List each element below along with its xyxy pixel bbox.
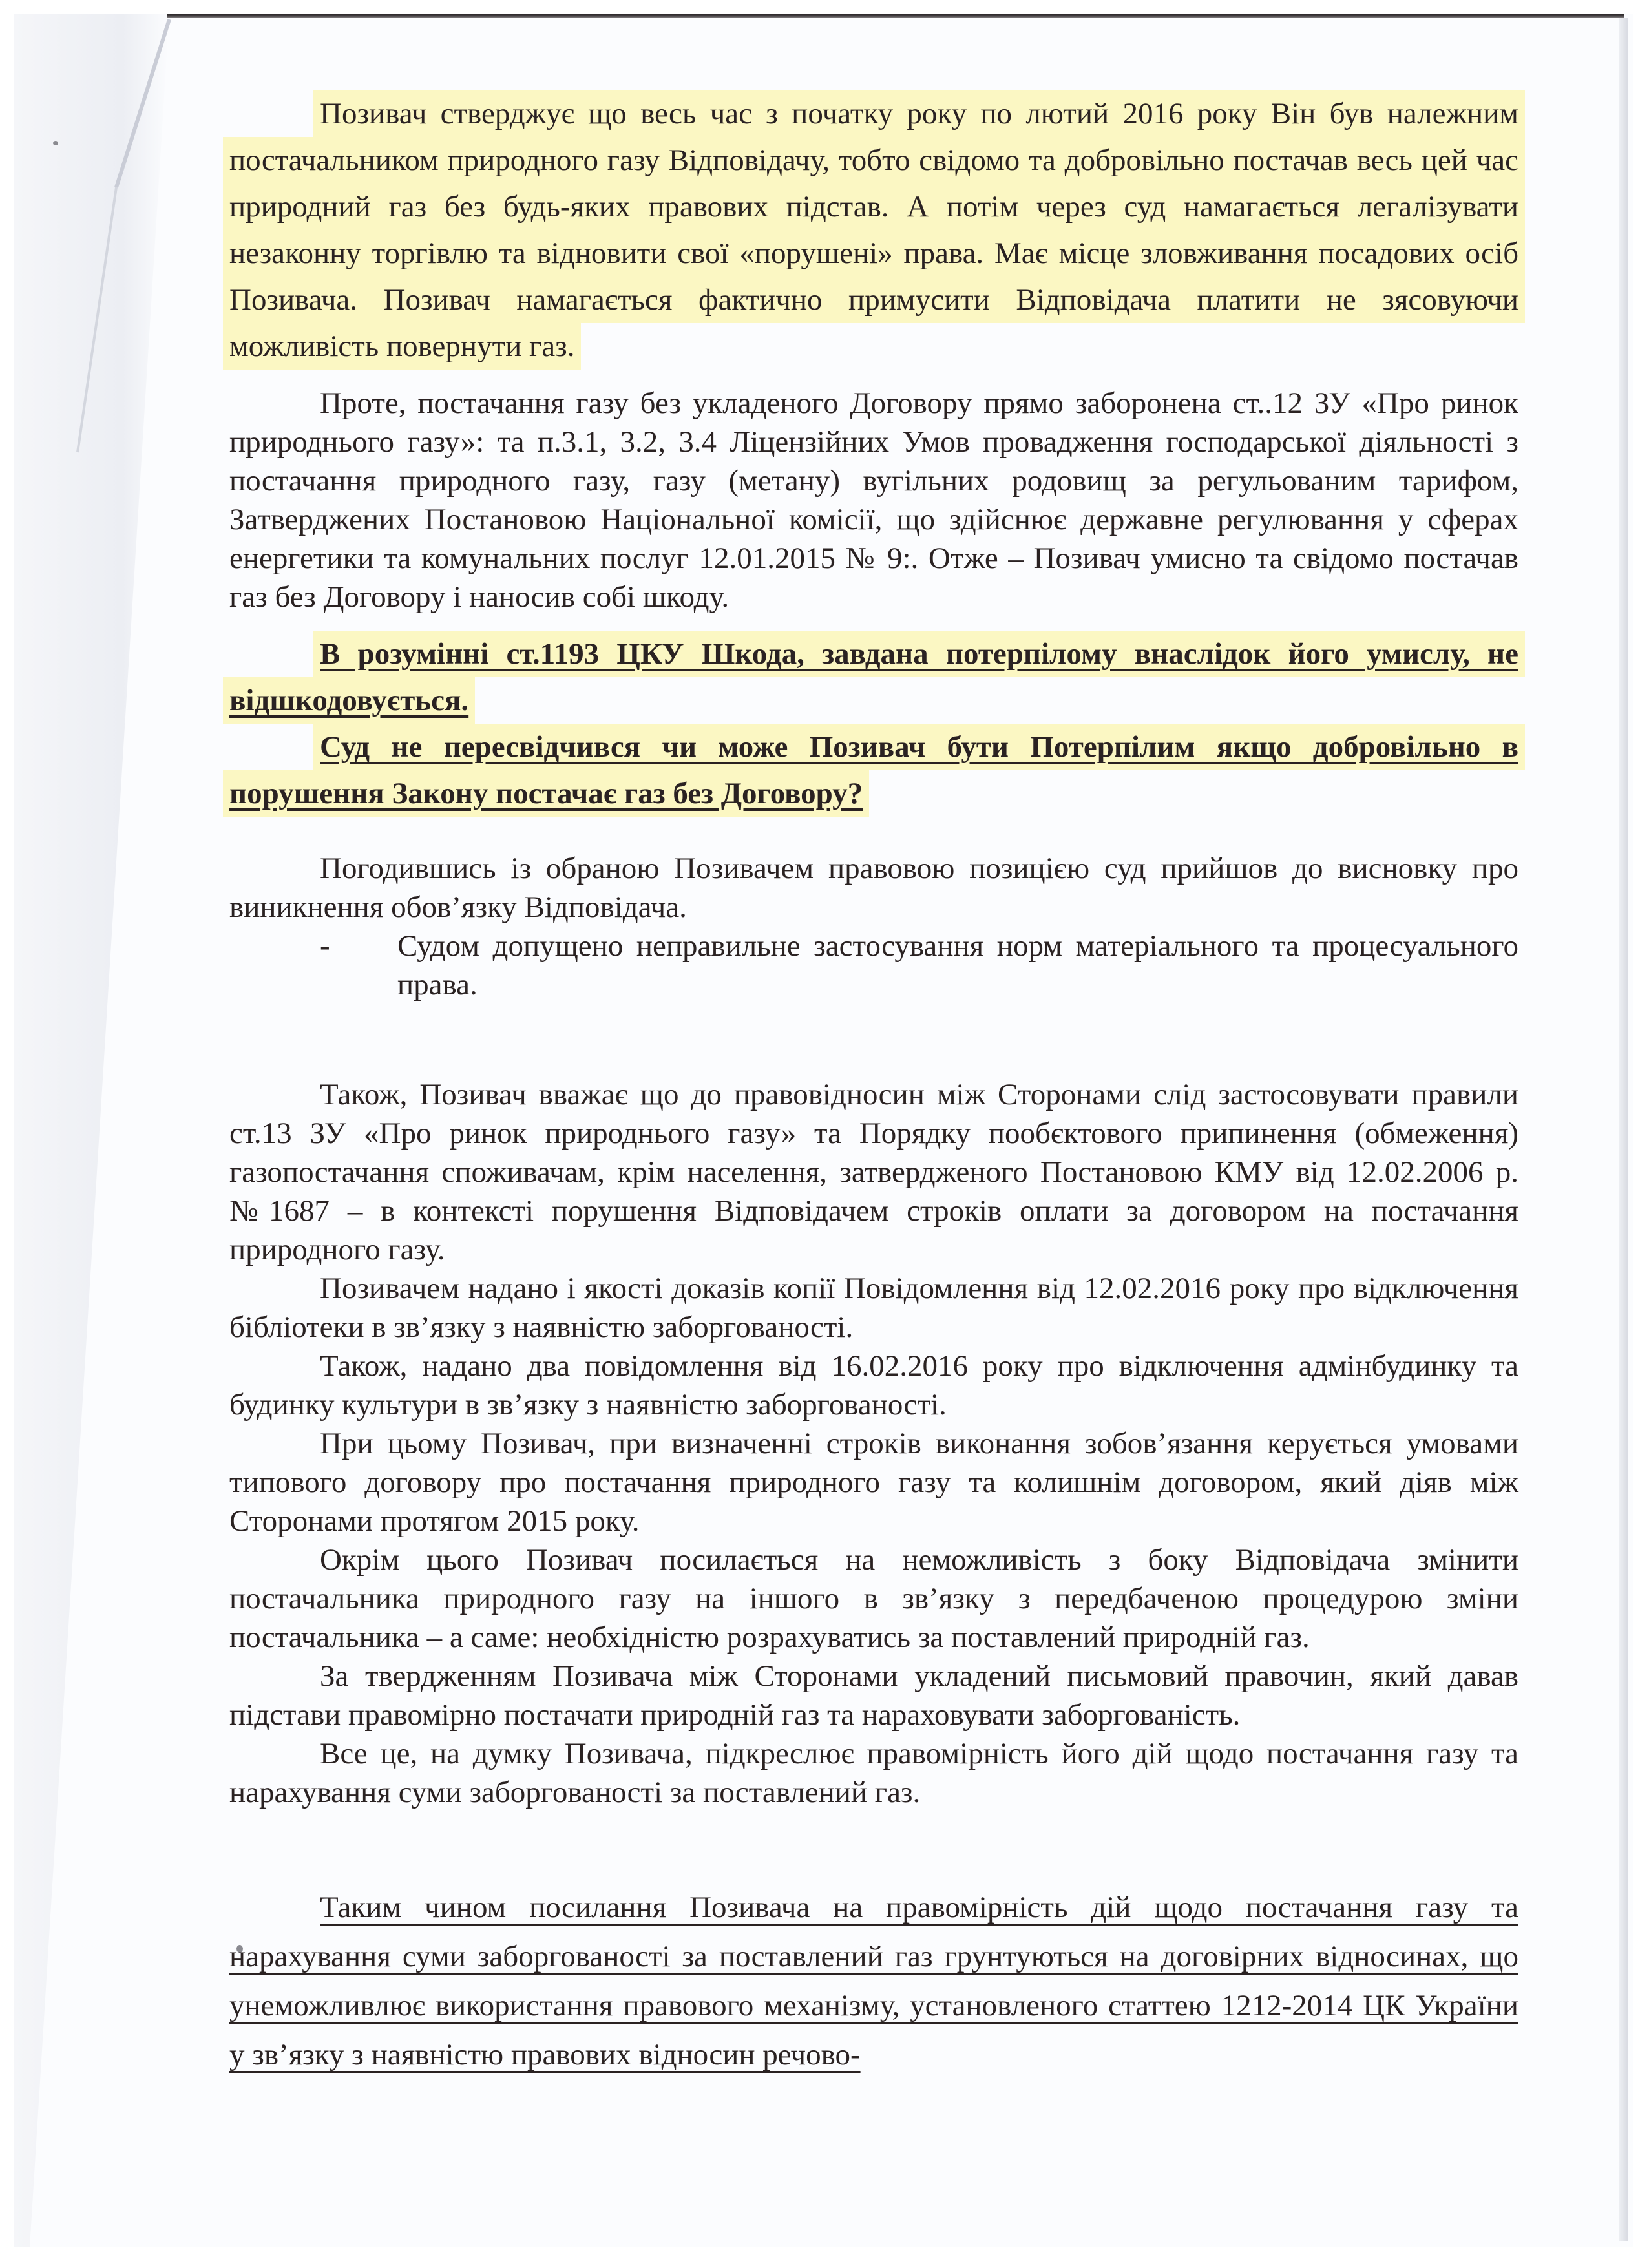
scan-speck (53, 141, 58, 145)
paragraph-article-13: Також, Позивач вважає що до правовідносин між Сторонами слід застосовувати правили ст.13 ЗУ «Про ринок природнього газу» та Порядку пообєктового припинення (обмеження) газопостачання споживачам, крім населення, затвердженого Постановою КМУ від 12.02.2006 р. №1687 – в контексті порушення Відповідачем строків оплати за договором на постачання природного газу. (229, 1078, 1518, 1266)
paragraph-claim (229, 90, 1518, 370)
bold-underlined-text: Суд не пересвідчився чи може Позивач бути Потерпілим якщо добровільно в порушення Закону постачає газ без Договору? (229, 730, 1518, 810)
document-body (229, 90, 1518, 2079)
paragraph-two-notices: Також, надано два повідомлення від 16.02.2016 року про відключення адмінбудинку та будинку культури в зв’язку з наявністю заборгованості. (229, 1349, 1518, 1422)
bullet-dash: - (320, 929, 330, 963)
bold-underlined-text: В розумінні ст.1193 ЦКУ Шкода, завдана потерпілому внаслідок його умислу, не відшкодовується. (229, 637, 1518, 717)
paragraph-written-deal: За твердженням Позивача між Сторонами укладений письмовий правочин, який давав підстави правомірно постачати природній газ та нараховувати заборгованість. (229, 1659, 1518, 1732)
paragraph-court-question (229, 724, 1518, 817)
bullet-item (320, 927, 1518, 1004)
paragraph-conclusion (229, 1883, 1518, 2079)
highlighted-text: Позивач стверджує що весь час з початку року по лютий 2016 року Він був належним постачальником природного газу Відповідачу, тобто свідомо та добровільно постачав весь цей час природний газ без будь-яких правових підстав. А потім через суд намагається легалізувати незаконну торгівлю та відновити свої «порушені» права. Має місце зловживання посадових осіб Позивача. Позивач намагається фактично примусити Відповідача платити не зясовуючи можливість повернути газ. (229, 97, 1518, 363)
bullet-text: Судом допущено неправильне застосування норм матеріального та процесуального права. (397, 929, 1518, 1002)
page-right-edge (1619, 18, 1628, 2241)
paragraph-lawfulness: Все це, на думку Позивача, підкреслює правомірність його дій щодо постачання газу та нарахування суми заборгованості за поставлений газ. (229, 1737, 1518, 1809)
paragraph-court-agreed: Погодившись із обраною Позивачем правовою позицією суд прийшов до висновку про виникнення обов’язку Відповідача. (229, 852, 1518, 924)
paragraph-prohibition: Проте, постачання газу без укладеного Договору прямо заборонена ст..12 ЗУ «Про ринок природнього газу»: та п.3.1, 3.2, 3.4 Ліцензійних Умов провадження господарської діяльності з постачання природного газу, газу (метану) вугільних родовищ за регульованим тарифом, Затверджених Постановою Національної комісії, що здійснює державне регулювання у сферах енергетики та комунальних послуг 12.01.2015 № 9:. Отже – Позивач умисно та свідомо постачав газ без Договору і наносив собі шкоду. (229, 386, 1518, 614)
paragraph-contract-terms: При цьому Позивач, при визначенні строків виконання зобов’язання керується умовами типового договору про постачання природного газу та колишнім договором, який діяв між Сторонами протягом 2015 року. (229, 1427, 1518, 1538)
page-top-edge (167, 14, 1624, 18)
underlined-text: Таким чином посилання Позивача на правомірність дій щодо постачання газу та нарахування суми заборгованості за поставлений газ грунтуються на договірних відносинах, що унеможливлює використання правового механізму, установленого статтею 1212-2014 ЦК України у зв’язку з наявністю правових відносин речово- (229, 1891, 1518, 2072)
paragraph-article-1193 (229, 631, 1518, 724)
paragraph-library-notice: Позивачем надано і якості доказів копії Повідомлення від 12.02.2016 року про відключення бібліотеки в зв’язку з наявністю заборгованості. (229, 1272, 1518, 1344)
paragraph-supplier-change: Окрім цього Позивач посилається на неможливість з боку Відповідача змінити постачальника природного газу на іншого в зв’язку з передбаченою процедурою зміни постачальника – а саме: необхідністю розрахуватись за поставлений природній газ. (229, 1543, 1518, 1654)
